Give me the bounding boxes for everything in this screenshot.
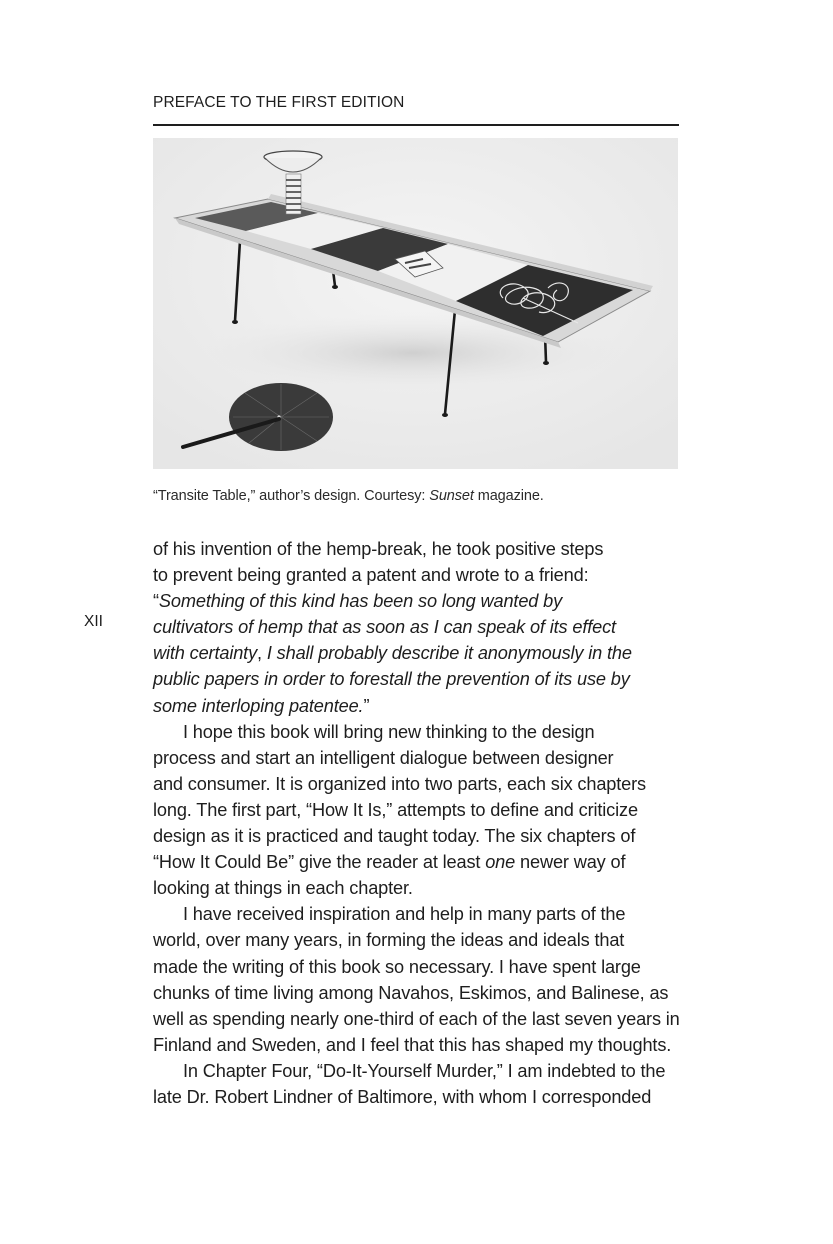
quote-open: “ [153, 591, 159, 612]
body-line: long. The first part, “How It Is,” attempts to define and criticize [153, 799, 638, 820]
page-number: XII [84, 613, 103, 630]
caption-italic-magazine: Sunset [429, 488, 474, 504]
body-line-quote [153, 640, 683, 666]
body-line-quote [153, 588, 683, 614]
caption-text-1: “Transite Table,” author’s design. Courtesy: [153, 488, 430, 504]
body-line: looking at things in each chapter. [153, 878, 413, 899]
body-line: well as spending nearly one-third of each of the last seven years in [153, 1008, 680, 1029]
body-line: world, over many years, in forming the ideas and ideals that [153, 930, 625, 951]
body-line: and consumer. It is organized into two parts, each six chapters [153, 773, 646, 794]
caption-text-2: magazine. [473, 488, 544, 504]
body-line: late Dr. Robert Lindner of Baltimore, with whom I corresponded [153, 1086, 652, 1107]
body-line-quote [153, 614, 683, 640]
body-line: I hope this book will bring new thinking to the design [183, 721, 595, 742]
body-line-quote [153, 666, 683, 692]
quote-close: ” [363, 695, 370, 716]
quote-italic: some interloping patentee. [153, 695, 364, 716]
body-line: process and start an intelligent dialogue between designer [153, 747, 614, 768]
figure-caption [153, 488, 544, 504]
emphasis-one: one [485, 852, 516, 873]
quote-italic: I shall probably describe it anonymously in the [266, 643, 632, 664]
quote-italic: with certainty [153, 643, 258, 664]
body-line: to prevent being granted a patent and wrote to a friend: [153, 565, 589, 586]
body-line-quote [153, 693, 683, 719]
body-text [153, 536, 683, 1110]
body-line: I have received inspiration and help in many parts of the [183, 904, 626, 925]
body-text-run: “How It Could Be” give the reader at least [153, 852, 486, 873]
body-line: of his invention of the hemp-break, he took positive steps [153, 539, 604, 559]
running-head: PREFACE TO THE FIRST EDITION [153, 94, 405, 111]
quote-italic: public papers in order to forestall the prevention of its use by [153, 669, 630, 690]
body-line: design as it is practiced and taught today. The six chapters of [153, 826, 636, 847]
figure-transite-table-photo [153, 138, 678, 469]
quote-italic: cultivators of hemp that as soon as I can speak of its effect [153, 617, 616, 638]
body-line: made the writing of this book so necessary. I have spent large [153, 956, 641, 977]
body-line [153, 849, 683, 875]
header-rule [153, 124, 679, 126]
table-photo-illustration [153, 138, 678, 469]
body-line: chunks of time living among Navahos, Eskimos, and Balinese, as [153, 982, 669, 1003]
quote-comma: , [257, 643, 267, 664]
body-line: In Chapter Four, “Do-It-Yourself Murder,” I am indebted to the [183, 1060, 666, 1081]
quote-italic: Something of this kind has been so long wanted by [158, 591, 563, 612]
body-line: Finland and Sweden, and I feel that this has shaped my thoughts. [153, 1034, 672, 1055]
body-text-run: newer way of [515, 852, 626, 873]
